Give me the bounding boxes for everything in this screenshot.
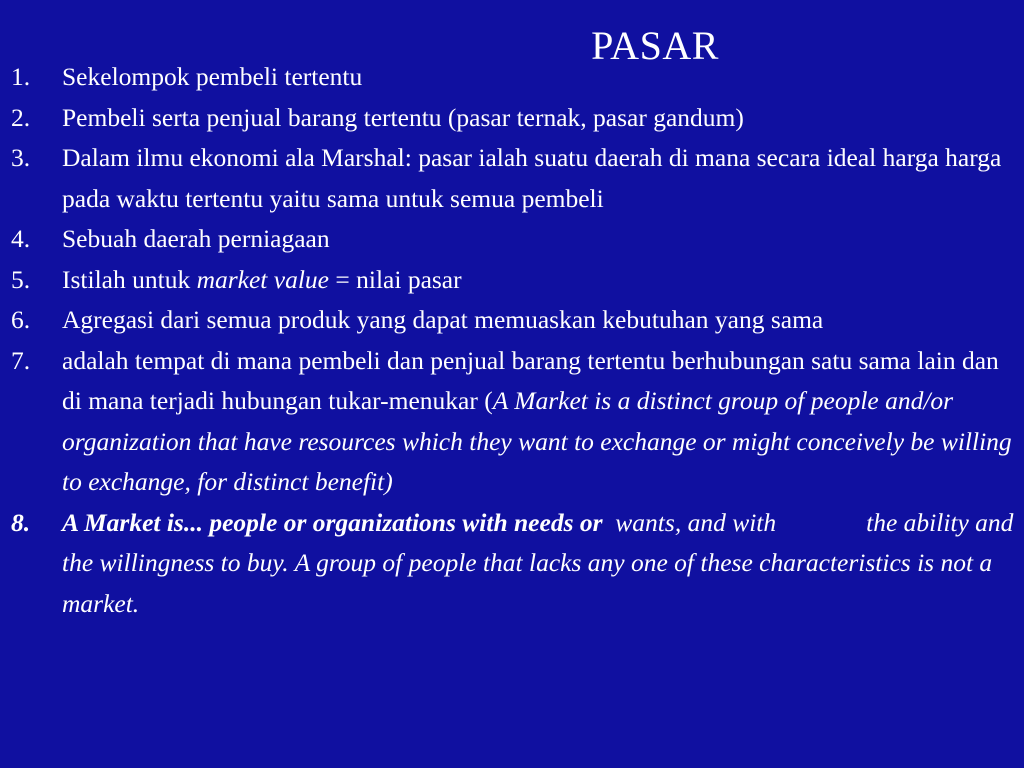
item-text: Sebuah daerah perniagaan bbox=[62, 224, 330, 253]
item-number: 3. bbox=[11, 143, 31, 172]
item-text bbox=[62, 341, 1020, 503]
item-text bbox=[62, 260, 1020, 301]
item-number: 7. bbox=[11, 345, 31, 375]
item-number: 6. bbox=[11, 305, 31, 334]
item-text bbox=[62, 503, 1020, 625]
item-text-bold: A Market is... people or organizations with needs or bbox=[62, 507, 603, 537]
item-text-pre: adalah tempat di mana pembeli dan penjual barang tertentu berhubungan satu sama lain dan di mana terjadi hubungan tukar-menukar ( bbox=[62, 345, 999, 415]
item-number: 1. bbox=[11, 62, 31, 91]
item-number: 2. bbox=[11, 102, 31, 132]
definition-list bbox=[0, 57, 1020, 624]
item-text: Sekelompok pembeli tertentu bbox=[62, 62, 363, 91]
item-number: 5. bbox=[11, 264, 31, 294]
item-text: Pembeli serta penjual barang tertentu (pasar ternak, pasar gandum) bbox=[62, 102, 744, 132]
list-item bbox=[0, 503, 1020, 625]
slide-title: PASAR bbox=[591, 23, 719, 68]
item-number: 4. bbox=[11, 224, 31, 253]
item-text-pre: Istilah untuk bbox=[62, 264, 197, 294]
list-item bbox=[0, 260, 1020, 301]
item-text: Dalam ilmu ekonomi ala Marshal: pasar ialah suatu daerah di mana secara ideal harga harga pada waktu tertentu yaitu sama untuk semua pembeli bbox=[62, 143, 1002, 213]
list-item bbox=[0, 219, 1020, 260]
item-text: Agregasi dari semua produk yang dapat memuaskan kebutuhan yang sama bbox=[62, 305, 824, 334]
item-text-italic: A Market is a distinct group of people and/or organization that have resources which they want to exchange or might conceively be willing to exchange, for distinct benefit) bbox=[62, 386, 1012, 496]
item-text-italic-2: the ability and the willingness to buy. A group of people that lacks any one of these characteristics is not a market. bbox=[62, 507, 1014, 618]
list-item bbox=[0, 57, 1020, 98]
item-number: 8. bbox=[11, 507, 31, 537]
item-text-italic-1: wants, and with bbox=[615, 507, 777, 537]
item-text-italic: market value bbox=[196, 264, 329, 294]
item-text-post: = nilai pasar bbox=[328, 264, 462, 294]
list-item bbox=[0, 300, 1020, 341]
list-item bbox=[0, 138, 1020, 219]
list-item bbox=[0, 341, 1020, 503]
list-item bbox=[0, 98, 1020, 139]
